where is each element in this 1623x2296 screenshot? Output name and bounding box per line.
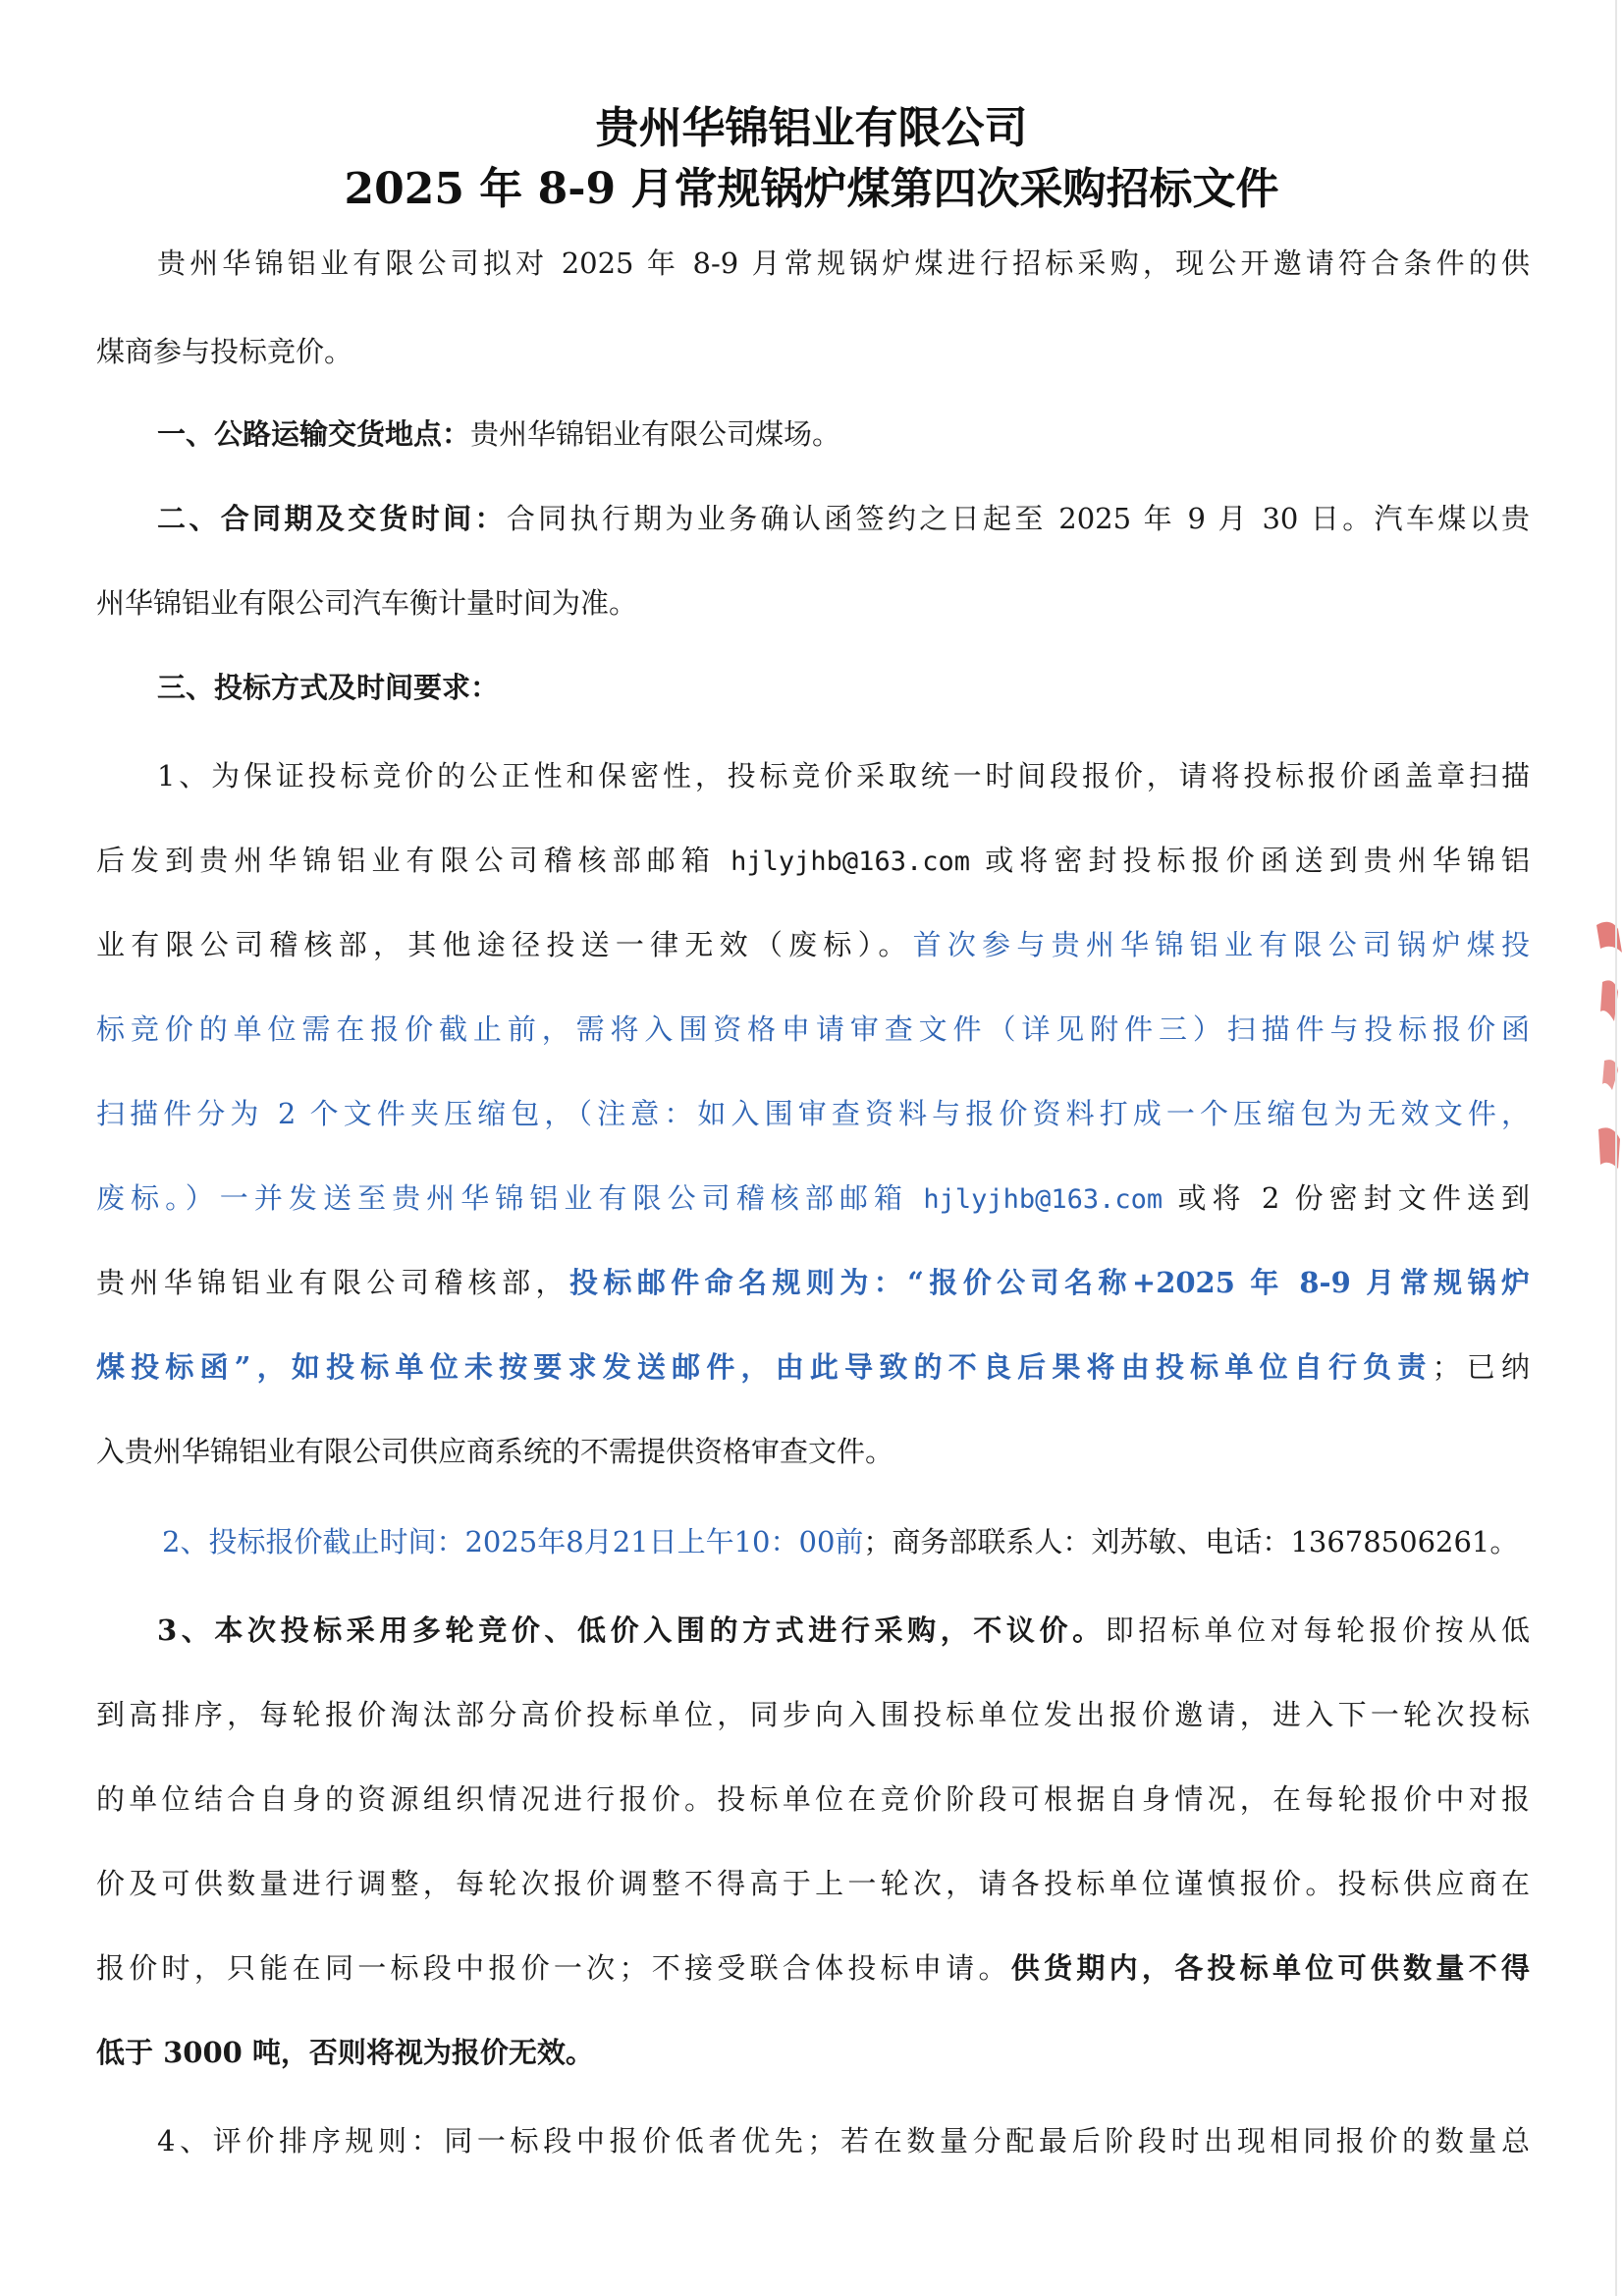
scan-edge-line xyxy=(1615,0,1617,2296)
section-3-heading: 三、投标方式及时间要求： xyxy=(157,671,500,704)
para-1-line-8 xyxy=(96,1338,1530,1396)
para-1-line-3 xyxy=(96,915,1530,974)
para-3-line-1 xyxy=(157,1601,1530,1660)
section-2-heading: 二、合同期及交货时间： xyxy=(157,502,507,535)
deadline-text: 投标报价截止时间：2025年8月21日上午10：00前 xyxy=(208,1525,864,1558)
para-2 xyxy=(162,1512,1535,1571)
para-1-line-6b: 或将 2 份密封文件送到 xyxy=(1163,1181,1530,1215)
para-3-line-5b: 供货期内，各投标单位可供数量不得 xyxy=(1010,1951,1530,1985)
section-2-line-1 xyxy=(157,489,1530,548)
email-address-2: hjlyjhb@163.com xyxy=(923,1184,1163,1215)
section-2-line-2: 州华锦铝业有限公司汽车衡计量时间为准。 xyxy=(96,586,638,620)
section-1 xyxy=(157,405,1530,464)
para-1-line-3a: 业有限公司稽核部，其他途径投送一律无效（废标）。 xyxy=(96,928,913,961)
red-seal-stamp xyxy=(1589,913,1623,1208)
para-1-line-9: 入贵州华锦铝业有限公司供应商系统的不需提供资格审查文件。 xyxy=(96,1435,894,1468)
intro-line-2: 煤商参与投标竞价。 xyxy=(96,335,353,368)
para-3-line-6: 低于 3000 吨，否则将视为报价无效。 xyxy=(96,2036,594,2069)
para-1-line-2a: 后发到贵州华锦铝业有限公司稽核部邮箱 xyxy=(96,844,731,877)
para-3-line-4: 价及可供数量进行调整，每轮次报价调整不得高于上一轮次，请各投标单位谨慎报价。投标供应商在 xyxy=(96,1867,1530,1900)
para-3-line-1b: 即招标单位对每轮报价按从低 xyxy=(1105,1613,1530,1647)
email-address: hjlyjhb@163.com xyxy=(730,847,970,877)
para-1-line-3b: 首次参与贵州华锦铝业有限公司锅炉煤投 xyxy=(912,928,1530,961)
section-2-text-1: 合同执行期为业务确认函签约之日起至 2025 年 9 月 30 日。汽车煤以贵 xyxy=(506,502,1530,535)
section-1-heading: 一、公路运输交货地点： xyxy=(157,417,471,451)
para-1-line-2 xyxy=(96,831,1530,890)
para-3-line-5a: 报价时，只能在同一标段中报价一次；不接受联合体投标申请。 xyxy=(96,1951,1011,1985)
para-1-line-8b: ；已纳 xyxy=(1432,1350,1530,1384)
para-2-num: 2、 xyxy=(162,1525,209,1558)
para-3-line-2: 到高排序，每轮报价淘汰部分高价投标单位，同步向入围投标单位发出报价邀请，进入下一轮次投标 xyxy=(96,1698,1530,1731)
para-1-line-7 xyxy=(96,1253,1530,1312)
para-1-line-4: 标竞价的单位需在报价截止前，需将入围资格申请审查文件（详见附件三）扫描件与投标报价函 xyxy=(96,1012,1530,1046)
para-3-line-1a: 3、本次投标采用多轮竞价、低价入围的方式进行采购，不议价。 xyxy=(157,1613,1106,1647)
document-title: 2025 年 8-9 月常规锅炉煤第四次采购招标文件 xyxy=(344,164,1279,214)
para-1-line-6 xyxy=(96,1169,1530,1228)
para-1-line-7b: 投标邮件命名规则为：“报价公司名称+2025 年 8-9 月常规锅炉 xyxy=(568,1266,1530,1299)
section-1-text: 贵州华锦铝业有限公司煤场。 xyxy=(470,417,841,451)
para-1-line-7a: 贵州华锦铝业有限公司稽核部， xyxy=(96,1266,569,1299)
para-4-line-1: 4、评价排序规则：同一标段中报价低者优先；若在数量分配最后阶段时出现相同报价的数量总 xyxy=(157,2124,1530,2158)
company-title: 贵州华锦铝业有限公司 xyxy=(595,103,1028,153)
para-1-line-1: 1、为保证投标竞价的公正性和保密性，投标竞价采取统一时间段报价，请将投标报价函盖章扫描 xyxy=(157,759,1530,793)
para-1-line-5: 扫描件分为 2 个文件夹压缩包，（注意：如入围审查资料与报价资料打成一个压缩包为无效文件， xyxy=(96,1097,1530,1130)
para-3-line-3: 的单位结合自身的资源组织情况进行报价。投标单位在竞价阶段可根据自身情况，在每轮报价中对报 xyxy=(96,1782,1530,1816)
contact-text: ；商务部联系人：刘苏敏、电话：13678506261。 xyxy=(863,1525,1519,1558)
para-1-line-6a: 废标。）一并发送至贵州华锦铝业有限公司稽核部邮箱 xyxy=(96,1181,924,1215)
intro-line-1: 贵州华锦铝业有限公司拟对 2025 年 8-9 月常规锅炉煤进行招标采购，现公开邀请符合条件的供 xyxy=(157,246,1530,280)
para-3-line-5 xyxy=(96,1939,1530,1997)
para-1-line-8a: 煤投标函”，如投标单位未按要求发送邮件，由此导致的不良后果将由投标单位自行负责 xyxy=(96,1350,1433,1384)
para-1-line-2b: 或将密封投标报价函送到贵州华锦铝 xyxy=(969,844,1530,877)
